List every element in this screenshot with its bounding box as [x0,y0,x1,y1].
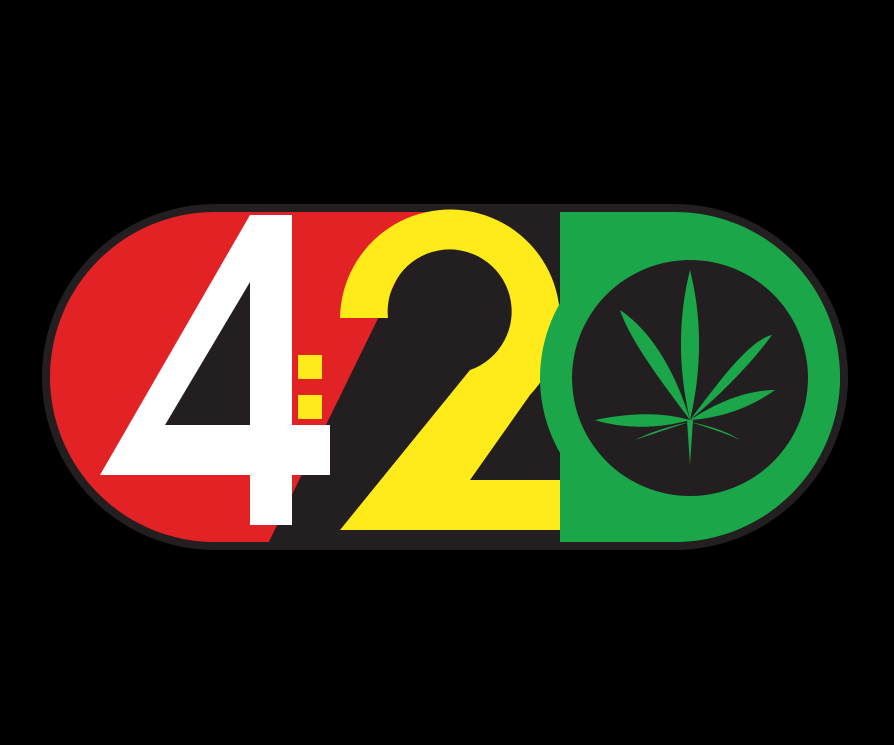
colon-bottom-dot [298,395,322,419]
colon-top-dot [298,355,322,379]
